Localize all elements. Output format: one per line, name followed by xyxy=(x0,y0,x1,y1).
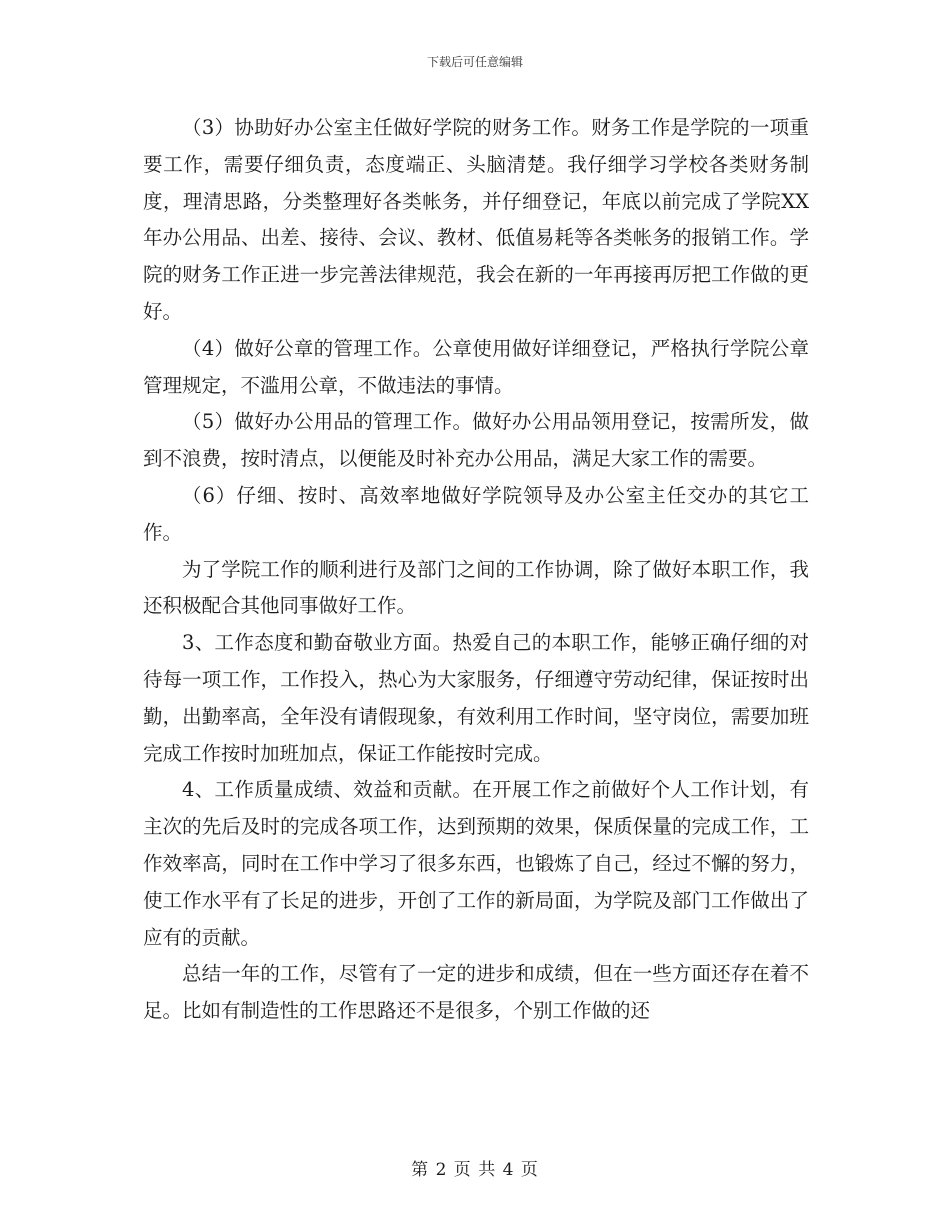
paragraph: 3、工作态度和勤奋敬业方面。热爱自己的本职工作，能够正确仔细的对待每一项工作，工作投入，热心为大家服务，仔细遵守劳动纪律，保证按时出勤，出勤率高，全年没有请假现象，有效利用工作时间，坚守岗位，需要加班完成工作按时加班加点，保证工作能按时完成。 xyxy=(143,631,809,765)
document-body xyxy=(143,110,809,1030)
paragraph: 总结一年的工作，尽管有了一定的进步和成绩，但在一些方面还存在着不足。比如有制造性的工作思路还不是很多，个别工作做的还 xyxy=(143,962,809,1023)
page-header: 下载后可任意编辑 xyxy=(426,55,523,69)
page-footer: 第 2 页 共 4 页 xyxy=(411,1160,539,1180)
paragraph: 4、工作质量成绩、效益和贡献。在开展工作之前做好个人工作计划，有主次的先后及时的完成各项工作，达到预期的效果，保质保量的完成工作，工作效率高，同时在工作中学习了很多东西，也锻炼了自己，经过不懈的努力，使工作水平有了长足的进步，开创了工作的新局面，为学院及部门工作做出了应有的贡献。 xyxy=(143,778,809,949)
paragraph: 为了学院工作的顺利进行及部门之间的工作协调，除了做好本职工作，我还积极配合其他同事做好工作。 xyxy=(143,557,809,618)
paragraph: （6）仔细、按时、高效率地做好学院领导及办公室主任交办的其它工作。 xyxy=(143,483,809,544)
paragraph: （5）做好办公用品的管理工作。做好办公用品领用登记，按需所发，做到不浪费，按时清点，以便能及时补充办公用品，满足大家工作的需要。 xyxy=(143,410,809,471)
paragraph: （3）协助好办公室主任做好学院的财务工作。财务工作是学院的一项重要工作，需要仔细负责，态度端正、头脑清楚。我仔细学习学校各类财务制度，理清思路，分类整理好各类帐务，并仔细登记，年底以前完成了学院XX年办公用品、出差、接待、会议、教材、低值易耗等各类帐务的报销工作。学院的财务工作正进一步完善法律规范，我会在新的一年再接再厉把工作做的更好。 xyxy=(143,116,809,323)
paragraph: （4）做好公章的管理工作。公章使用做好详细登记，严格执行学院公章管理规定，不滥用公章，不做违法的事情。 xyxy=(143,336,809,397)
